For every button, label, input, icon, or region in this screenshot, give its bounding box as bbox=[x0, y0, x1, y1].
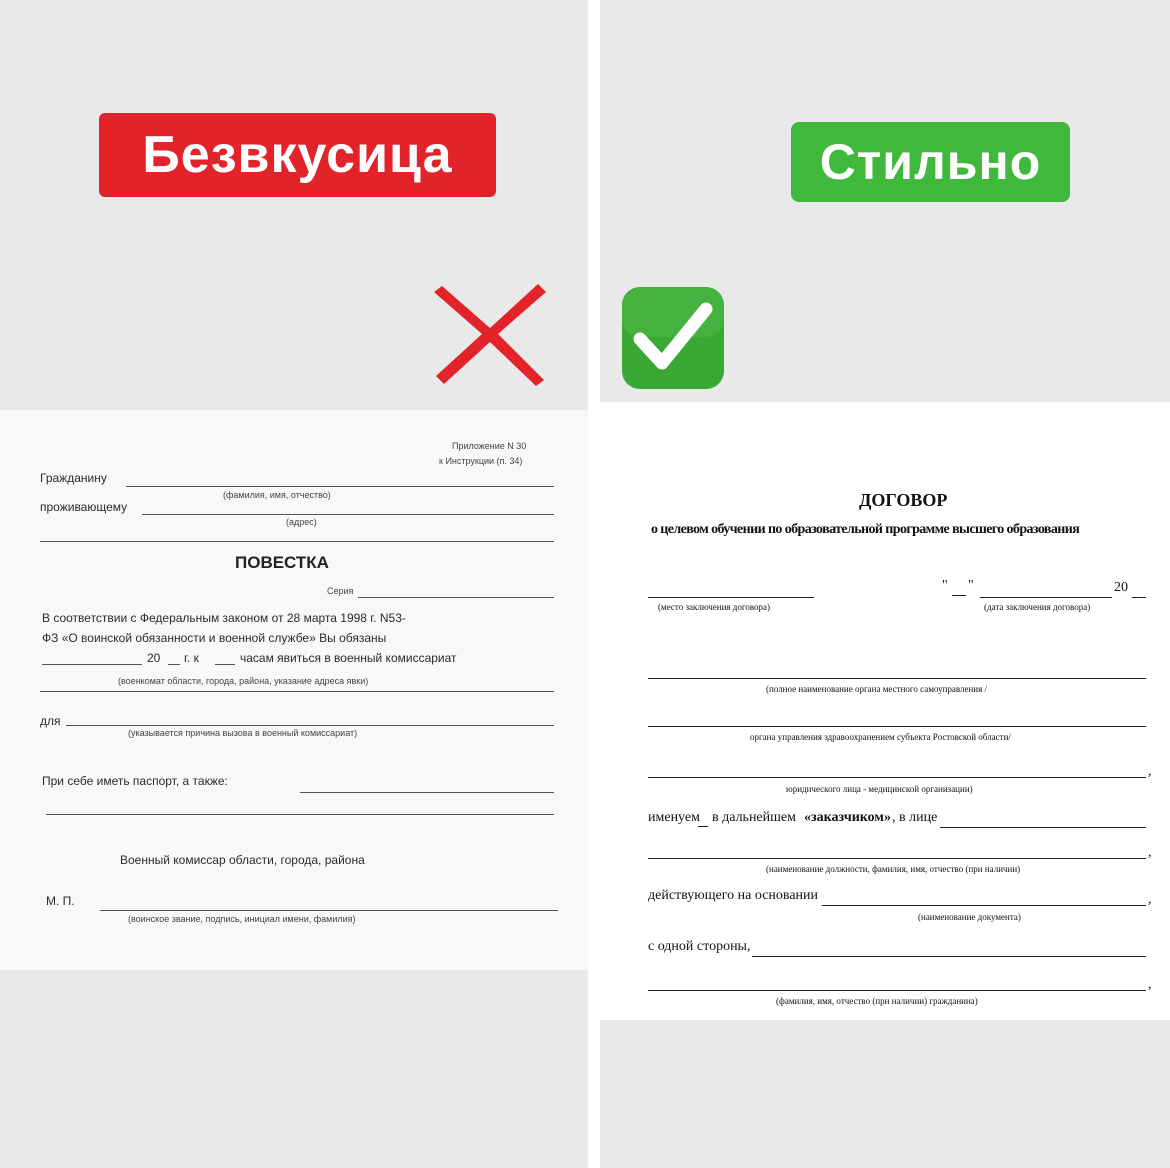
basis-line bbox=[822, 905, 1146, 906]
customer-term: «заказчиком» bbox=[804, 810, 891, 825]
signature-line bbox=[100, 910, 558, 911]
one-side-label: с одной стороны, bbox=[648, 939, 751, 954]
panel-divider bbox=[588, 0, 600, 1168]
hour-blank bbox=[215, 664, 235, 665]
citizen-line-right bbox=[648, 990, 1146, 991]
org-caption-2: органа управления здравоохранением субъекта Ростовской области/ bbox=[750, 732, 1011, 742]
bad-label-badge: Безвкусица bbox=[99, 113, 496, 197]
date-caption: (дата заключения договора) bbox=[984, 602, 1091, 612]
comma-4: , bbox=[1148, 977, 1152, 992]
org-line-2 bbox=[648, 726, 1146, 727]
year-prefix-right: 20 bbox=[1114, 580, 1128, 595]
signature-caption: (воинское звание, подпись, инициал имени, фамилия) bbox=[128, 914, 356, 924]
series-label: Серия bbox=[327, 586, 354, 596]
document-caption: (наименование документа) bbox=[918, 912, 1021, 922]
contract-document bbox=[600, 402, 1170, 1020]
reason-caption: (указывается причина вызова в военный комиссариат) bbox=[128, 728, 358, 738]
comma-3: , bbox=[1148, 892, 1152, 907]
named-text-1: именуем bbox=[648, 810, 700, 825]
red-cross-icon bbox=[430, 278, 550, 388]
named-text-2: в дальнейшем bbox=[712, 810, 796, 825]
summons-document bbox=[0, 410, 588, 970]
residing-label: проживающему bbox=[40, 500, 128, 514]
year-blank-right bbox=[1132, 597, 1146, 598]
position-line bbox=[648, 858, 1146, 859]
fio-caption: (фамилия, имя, отчество) bbox=[223, 490, 331, 500]
commissariat-caption: (военкомат области, города, района, указание адреса явки) bbox=[118, 676, 369, 686]
place-caption: (место заключения договора) bbox=[658, 602, 771, 612]
appendix-line-1: Приложение N 30 bbox=[452, 441, 527, 451]
comma-2: , bbox=[1148, 845, 1152, 860]
place-line bbox=[648, 597, 814, 598]
quote-close: " bbox=[968, 578, 974, 593]
position-caption: (наименование должности, фамилия, имя, отчество (при наличии) bbox=[766, 864, 1021, 874]
contract-subtitle: о целевом обучении по образовательной программе высшего образования bbox=[651, 522, 1080, 537]
acting-label: действующего на основании bbox=[648, 888, 819, 903]
commissariat-line bbox=[40, 691, 554, 692]
quote-open: " bbox=[942, 578, 948, 593]
citizen-label: Гражданину bbox=[40, 471, 107, 485]
day-blank bbox=[952, 595, 966, 596]
bring-line-1 bbox=[300, 792, 554, 793]
named-blank bbox=[698, 826, 708, 827]
year-blank bbox=[168, 664, 180, 665]
one-side-line bbox=[752, 956, 1146, 957]
org-caption-3: юридического лица - медицинской организации) bbox=[786, 784, 973, 794]
reason-line bbox=[66, 725, 554, 726]
comma-1: , bbox=[1148, 764, 1152, 779]
commissar-label: Военный комиссар области, города, района bbox=[120, 853, 365, 867]
summons-title: ПОВЕСТКА bbox=[235, 553, 329, 572]
org-line-3 bbox=[648, 777, 1146, 778]
body-line-2: ФЗ «О воинской обязанности и военной службе» Вы обязаны bbox=[42, 631, 387, 645]
date-blank bbox=[42, 664, 142, 665]
address-caption: (адрес) bbox=[286, 517, 317, 527]
series-line bbox=[358, 597, 554, 598]
named-text-3: , в лице bbox=[892, 810, 938, 825]
person-line bbox=[940, 827, 1146, 828]
bring-label: При себе иметь паспорт, а также: bbox=[42, 774, 228, 788]
year-prefix: 20 bbox=[147, 651, 161, 665]
residing-line bbox=[142, 514, 554, 515]
address-line-2 bbox=[40, 541, 554, 542]
stamp-place-label: М. П. bbox=[46, 894, 75, 908]
g-k-text: г. к bbox=[184, 651, 199, 665]
bring-line-2 bbox=[46, 814, 554, 815]
contract-title: ДОГОВОР bbox=[859, 490, 948, 510]
citizen-caption: (фамилия, имя, отчество (при наличии) гражданина) bbox=[776, 996, 978, 1006]
citizen-line bbox=[126, 486, 554, 487]
org-caption-1: (полное наименование органа местного самоуправления / bbox=[766, 684, 988, 694]
body-line-3: часам явиться в военный комиссариат bbox=[240, 651, 457, 665]
org-line-1 bbox=[648, 678, 1146, 679]
body-line-1: В соответствии с Федеральным законом от 28 марта 1998 г. N53- bbox=[42, 611, 406, 625]
date-line bbox=[980, 597, 1112, 598]
green-check-icon bbox=[618, 283, 728, 393]
appendix-line-2: к Инструкции (п. 34) bbox=[439, 456, 523, 466]
for-label: для bbox=[40, 714, 61, 728]
good-label-badge: Стильно bbox=[791, 122, 1070, 202]
